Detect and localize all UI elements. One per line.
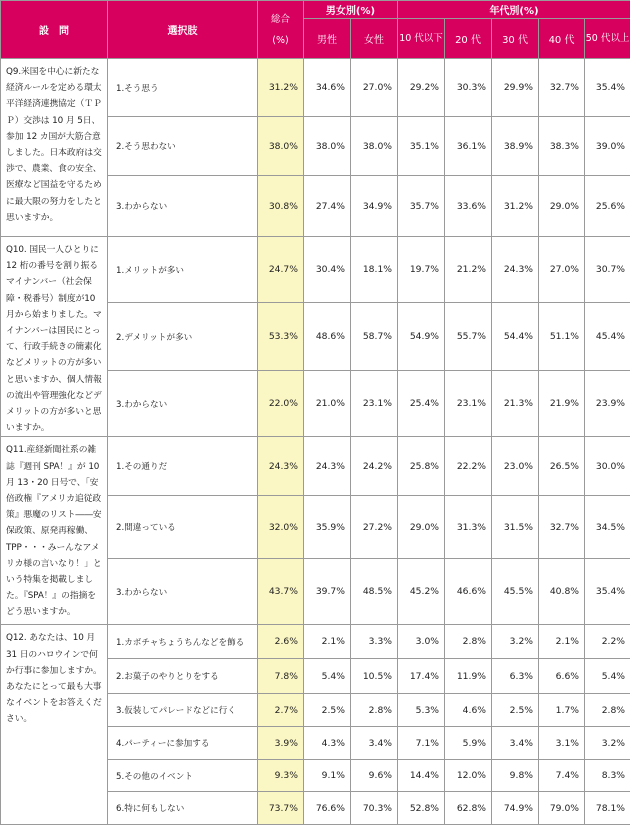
value-cell: 23.0% [492, 437, 539, 496]
value-cell: 3.1% [539, 727, 585, 760]
choice-label: 6.特に何もしない [108, 792, 258, 825]
value-cell: 18.1% [351, 237, 398, 303]
value-cell: 6.3% [492, 659, 539, 694]
value-cell: 35.4% [585, 559, 630, 625]
value-cell: 33.6% [445, 176, 492, 237]
value-cell: 48.5% [351, 559, 398, 625]
choice-label: 3.わからない [108, 176, 258, 237]
value-cell: 31.3% [445, 496, 492, 559]
value-cell: 26.5% [539, 437, 585, 496]
choice-label: 5.その他のイベント [108, 760, 258, 792]
value-cell: 3.4% [492, 727, 539, 760]
value-cell: 3.0% [398, 625, 445, 659]
value-cell: 25.4% [398, 371, 445, 437]
value-cell: 27.0% [351, 59, 398, 117]
header-age: 年代別(%) [398, 1, 630, 19]
choice-label: 1.カボチャちょうちんなどを飾る [108, 625, 258, 659]
choice-label: 2.そう思わない [108, 117, 258, 176]
total-value-cell: 7.8% [258, 659, 304, 694]
value-cell: 4.3% [304, 727, 351, 760]
value-cell: 17.4% [398, 659, 445, 694]
header-gender: 男女別(%) [304, 1, 398, 19]
question-text: Q12. あなたは、10 月31 日のハロウインで何か行事に参加しますか。あなたにとって最も大事なイベントをお答えください。 [1, 625, 108, 825]
total-value-cell: 43.7% [258, 559, 304, 625]
header-age-40s: 40 代 [539, 19, 585, 59]
table-row [1, 437, 630, 496]
value-cell: 30.4% [304, 237, 351, 303]
value-cell: 14.4% [398, 760, 445, 792]
header-total-unit: (%) [258, 34, 303, 47]
value-cell: 45.5% [492, 559, 539, 625]
table-header [1, 1, 630, 59]
value-cell: 5.4% [304, 659, 351, 694]
value-cell: 24.2% [351, 437, 398, 496]
value-cell: 58.7% [351, 303, 398, 371]
value-cell: 48.6% [304, 303, 351, 371]
value-cell: 40.8% [539, 559, 585, 625]
value-cell: 38.0% [304, 117, 351, 176]
header-choice: 選択肢 [108, 1, 258, 59]
choice-label: 1.メリットが多い [108, 237, 258, 303]
header-age-50s [585, 19, 630, 59]
value-cell: 54.9% [398, 303, 445, 371]
value-cell: 9.6% [351, 760, 398, 792]
value-cell: 7.1% [398, 727, 445, 760]
choice-label: 2.デメリットが多い [108, 303, 258, 371]
choice-label: 2.お菓子のやりとりをする [108, 659, 258, 694]
value-cell: 10.5% [351, 659, 398, 694]
value-cell: 32.7% [539, 59, 585, 117]
choice-label: 2.間違っている [108, 496, 258, 559]
value-cell: 24.3% [304, 437, 351, 496]
value-cell: 23.1% [351, 371, 398, 437]
value-cell: 45.4% [585, 303, 630, 371]
total-value-cell: 38.0% [258, 117, 304, 176]
total-value-cell: 24.3% [258, 437, 304, 496]
value-cell: 2.2% [585, 625, 630, 659]
choice-label: 1.その通りだ [108, 437, 258, 496]
value-cell: 74.9% [492, 792, 539, 825]
value-cell: 30.7% [585, 237, 630, 303]
value-cell: 31.5% [492, 496, 539, 559]
value-cell: 19.7% [398, 237, 445, 303]
value-cell: 25.8% [398, 437, 445, 496]
value-cell: 21.3% [492, 371, 539, 437]
header-total [258, 1, 304, 59]
value-cell: 2.8% [445, 625, 492, 659]
value-cell: 78.1% [585, 792, 630, 825]
value-cell: 3.4% [351, 727, 398, 760]
value-cell: 2.5% [492, 694, 539, 727]
choice-label: 4.パーティーに参加する [108, 727, 258, 760]
value-cell: 70.3% [351, 792, 398, 825]
choice-label: 1.そう思う [108, 59, 258, 117]
value-cell: 38.0% [351, 117, 398, 176]
header-question: 設 問 [1, 1, 108, 59]
value-cell: 27.2% [351, 496, 398, 559]
value-cell: 1.7% [539, 694, 585, 727]
value-cell: 5.4% [585, 659, 630, 694]
value-cell: 12.0% [445, 760, 492, 792]
value-cell: 62.8% [445, 792, 492, 825]
value-cell: 30.0% [585, 437, 630, 496]
value-cell: 2.1% [304, 625, 351, 659]
question-text: Q9.米国を中心に新たな経済ルールを定める環太平洋経済連携協定（ＴＰＰ）交渉は 10 月 5日、参加 12 カ国が大筋合意しました。日本政府は交渉で、農業、食の安全、医療など国益を守るために最大限の努力をしたと思いますか。 [1, 59, 108, 237]
total-value-cell: 2.6% [258, 625, 304, 659]
value-cell: 45.2% [398, 559, 445, 625]
value-cell: 34.6% [304, 59, 351, 117]
value-cell: 54.4% [492, 303, 539, 371]
value-cell: 25.6% [585, 176, 630, 237]
value-cell: 9.1% [304, 760, 351, 792]
value-cell: 38.9% [492, 117, 539, 176]
table-row [1, 59, 630, 117]
value-cell: 29.0% [398, 496, 445, 559]
value-cell: 7.4% [539, 760, 585, 792]
table-body [1, 59, 630, 825]
header-age-50s-label: 50 代以上 [585, 32, 630, 45]
value-cell: 35.4% [585, 59, 630, 117]
header-age-30s: 30 代 [492, 19, 539, 59]
value-cell: 2.1% [539, 625, 585, 659]
value-cell: 29.9% [492, 59, 539, 117]
value-cell: 31.2% [492, 176, 539, 237]
total-value-cell: 3.9% [258, 727, 304, 760]
value-cell: 76.6% [304, 792, 351, 825]
value-cell: 35.9% [304, 496, 351, 559]
value-cell: 34.9% [351, 176, 398, 237]
value-cell: 27.0% [539, 237, 585, 303]
value-cell: 29.2% [398, 59, 445, 117]
value-cell: 24.3% [492, 237, 539, 303]
value-cell: 3.2% [492, 625, 539, 659]
value-cell: 22.2% [445, 437, 492, 496]
table-row [1, 625, 630, 659]
total-value-cell: 9.3% [258, 760, 304, 792]
value-cell: 38.3% [539, 117, 585, 176]
value-cell: 3.2% [585, 727, 630, 760]
value-cell: 2.8% [585, 694, 630, 727]
table-row [1, 237, 630, 303]
choice-label: 3.わからない [108, 371, 258, 437]
total-value-cell: 73.7% [258, 792, 304, 825]
value-cell: 21.2% [445, 237, 492, 303]
value-cell: 21.0% [304, 371, 351, 437]
choice-label: 3.わからない [108, 559, 258, 625]
value-cell: 8.3% [585, 760, 630, 792]
value-cell: 6.6% [539, 659, 585, 694]
value-cell: 35.7% [398, 176, 445, 237]
question-text: Q11.産経新聞社系の雑誌『週刊 SPA！』が 10月 13・20 日号で、「安倍政権『アメリカ追従政策』悪魔のリスト――安保政策、原発再稼働、TPP・・・みーんなアメリカ様の言いなり！」という特集を掲載しました。『SPA！』の指摘をどう思いますか。 [1, 437, 108, 625]
total-value-cell: 22.0% [258, 371, 304, 437]
value-cell: 32.7% [539, 496, 585, 559]
value-cell: 5.9% [445, 727, 492, 760]
value-cell: 27.4% [304, 176, 351, 237]
value-cell: 51.1% [539, 303, 585, 371]
value-cell: 79.0% [539, 792, 585, 825]
value-cell: 52.8% [398, 792, 445, 825]
value-cell: 36.1% [445, 117, 492, 176]
value-cell: 2.5% [304, 694, 351, 727]
header-age-10s-label: 10 代以下 [398, 32, 444, 45]
value-cell: 55.7% [445, 303, 492, 371]
value-cell: 4.6% [445, 694, 492, 727]
header-age-10s [398, 19, 445, 59]
total-value-cell: 30.8% [258, 176, 304, 237]
value-cell: 46.6% [445, 559, 492, 625]
value-cell: 35.1% [398, 117, 445, 176]
total-value-cell: 24.7% [258, 237, 304, 303]
value-cell: 23.1% [445, 371, 492, 437]
value-cell: 34.5% [585, 496, 630, 559]
value-cell: 9.8% [492, 760, 539, 792]
value-cell: 30.3% [445, 59, 492, 117]
choice-label: 3.仮装してパレードなどに行く [108, 694, 258, 727]
question-text: Q10. 国民一人ひとりに12 桁の番号を割り振るマイナンバー（社会保障・税番号）制度が10月から始まりました。マイナンバーは国民にとって、行政手続きの簡素化などメリットの方が多いと思いますか、個人情報の流出や管理強化などデメリットの方が多いと思いますか。 [1, 237, 108, 437]
header-total-label: 総合 [258, 13, 303, 26]
header-male: 男性 [304, 19, 351, 59]
header-age-20s: 20 代 [445, 19, 492, 59]
total-value-cell: 31.2% [258, 59, 304, 117]
value-cell: 29.0% [539, 176, 585, 237]
value-cell: 39.7% [304, 559, 351, 625]
total-value-cell: 32.0% [258, 496, 304, 559]
header-female: 女性 [351, 19, 398, 59]
value-cell: 23.9% [585, 371, 630, 437]
value-cell: 11.9% [445, 659, 492, 694]
total-value-cell: 2.7% [258, 694, 304, 727]
total-value-cell: 53.3% [258, 303, 304, 371]
value-cell: 21.9% [539, 371, 585, 437]
value-cell: 3.3% [351, 625, 398, 659]
value-cell: 2.8% [351, 694, 398, 727]
value-cell: 39.0% [585, 117, 630, 176]
value-cell: 5.3% [398, 694, 445, 727]
